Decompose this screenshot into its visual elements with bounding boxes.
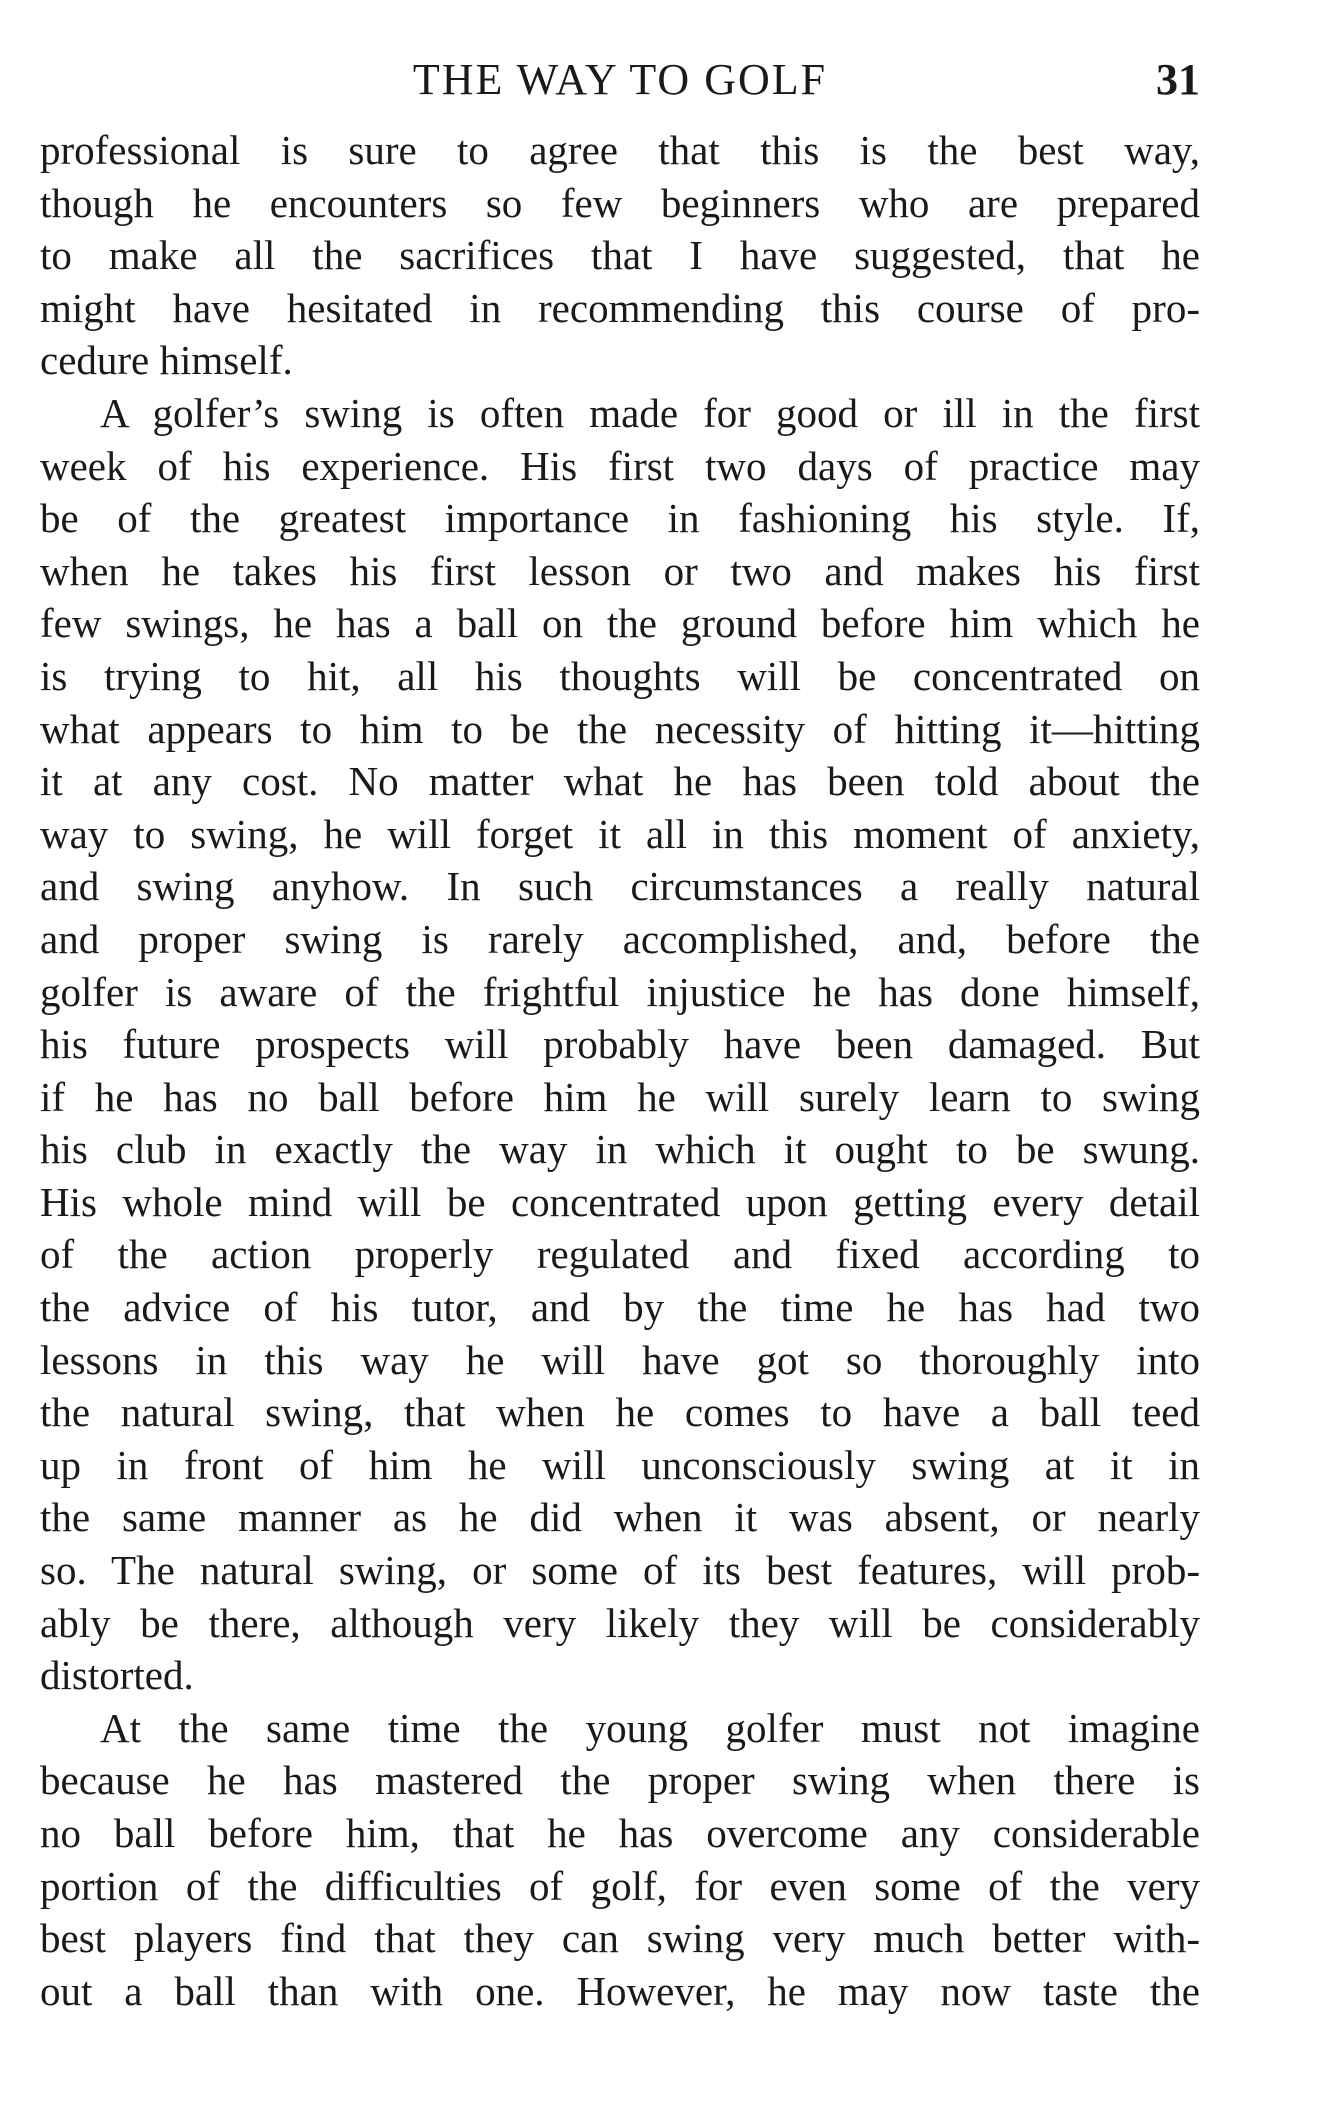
text-line: of the action properly regulated and fixed according to bbox=[40, 1231, 1200, 1278]
text-line: what appears to him to be the necessity of hitting it—hitting bbox=[40, 705, 1200, 752]
text-line: professional is sure to agree that this is the best way, bbox=[40, 127, 1200, 173]
page-number: 31 bbox=[1156, 55, 1200, 104]
text-line: His whole mind will be concentrated upon getting every detail bbox=[40, 1178, 1200, 1225]
text-line: the same manner as he did when it was absent, or nearly bbox=[40, 1494, 1200, 1541]
text-line: though he encounters so few beginners who are prepared bbox=[40, 179, 1200, 226]
text-line: is trying to hit, all his thoughts will be concentrated on bbox=[40, 652, 1200, 699]
text-line: few swings, he has a ball on the ground before him which he bbox=[40, 600, 1200, 647]
text-line: A golfer’s swing is often made for good or ill in the first bbox=[100, 389, 1200, 436]
text-line: the natural swing, that when he comes to have a ball teed bbox=[40, 1389, 1200, 1436]
text-line: and swing anyhow. In such circumstances a really natural bbox=[40, 863, 1200, 910]
text-line: best players find that they can swing very much better with- bbox=[40, 1915, 1200, 1962]
text-line: his future prospects will probably have been damaged. But bbox=[40, 1021, 1200, 1068]
text-line: At the same time the young golfer must not imagine bbox=[100, 1704, 1200, 1751]
text-line: when he takes his first lesson or two and makes his first bbox=[40, 547, 1200, 594]
text-line: be of the greatest importance in fashioning his style. If, bbox=[40, 495, 1200, 542]
text-line: ably be there, although very likely they will be considerably bbox=[40, 1599, 1200, 1646]
text-line: distorted. bbox=[40, 1652, 194, 1699]
text-line: no ball before him, that he has overcome any considerable bbox=[40, 1810, 1200, 1856]
text-line: his club in exactly the way in which it ought to be swung. bbox=[40, 1126, 1200, 1173]
text-line: lessons in this way he will have got so thoroughly into bbox=[40, 1336, 1200, 1383]
text-line: out a ball than with one. However, he may now taste the bbox=[40, 1967, 1200, 2014]
text-line: and proper swing is rarely accomplished, and, before the bbox=[40, 915, 1200, 962]
text-line: might have hesitated in recommending this course of pro- bbox=[40, 284, 1200, 331]
text-line: portion of the difficulties of golf, for even some of the very bbox=[40, 1862, 1200, 1909]
text-line: so. The natural swing, or some of its best features, will prob- bbox=[40, 1547, 1200, 1594]
text-line: because he has mastered the proper swing when there is bbox=[40, 1757, 1200, 1804]
text-line: it at any cost. No matter what he has been told about the bbox=[40, 758, 1200, 805]
text-line: the advice of his tutor, and by the time he has had two bbox=[40, 1284, 1200, 1331]
running-header bbox=[40, 52, 1200, 112]
text-line: to make all the sacrifices that I have suggested, that he bbox=[40, 232, 1200, 279]
text-line: golfer is aware of the frightful injustice he has done himself, bbox=[40, 968, 1200, 1015]
text-line: week of his experience. His first two days of practice may bbox=[40, 442, 1200, 489]
text-line: way to swing, he will forget it all in this moment of anxiety, bbox=[40, 810, 1200, 857]
text-line: cedure himself. bbox=[40, 337, 293, 384]
body-text bbox=[40, 124, 1200, 2017]
text-line: up in front of him he will unconsciously swing at it in bbox=[40, 1441, 1200, 1488]
running-title: THE WAY TO GOLF bbox=[412, 55, 828, 104]
text-line: if he has no ball before him he will surely learn to swing bbox=[40, 1073, 1200, 1120]
